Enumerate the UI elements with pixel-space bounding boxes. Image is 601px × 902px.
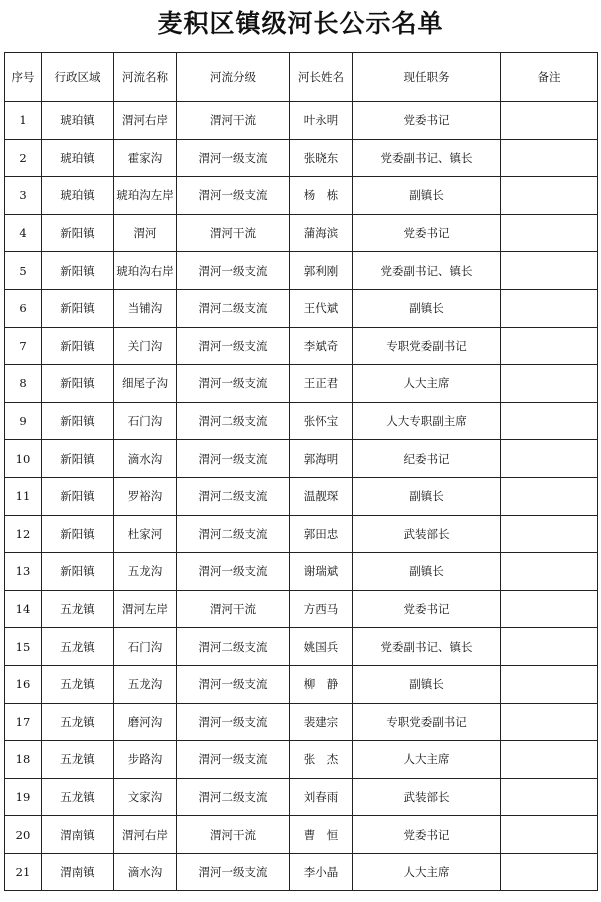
cell-serial-number: 12 xyxy=(5,515,42,553)
cell-admin-region: 新阳镇 xyxy=(42,553,114,591)
cell-admin-region: 琥珀镇 xyxy=(42,139,114,177)
cell-chief-name: 曹 恒 xyxy=(290,816,353,854)
cell-current-position: 党委副书记、镇长 xyxy=(353,628,501,666)
cell-river-name: 石门沟 xyxy=(114,402,177,440)
cell-remarks xyxy=(501,665,598,703)
cell-river-grade: 渭河一级支流 xyxy=(177,553,290,591)
table-row xyxy=(5,553,598,591)
table-row xyxy=(5,440,598,478)
cell-remarks xyxy=(501,102,598,140)
cell-river-name: 滴水沟 xyxy=(114,440,177,478)
header-remarks: 备注 xyxy=(501,53,598,102)
cell-serial-number: 11 xyxy=(5,477,42,515)
cell-river-name: 步路沟 xyxy=(114,741,177,779)
cell-chief-name: 李斌奇 xyxy=(290,327,353,365)
cell-current-position: 人大主席 xyxy=(353,853,501,891)
cell-chief-name: 谢瑞斌 xyxy=(290,553,353,591)
cell-remarks xyxy=(501,853,598,891)
table-row xyxy=(5,214,598,252)
cell-river-grade: 渭河一级支流 xyxy=(177,741,290,779)
table-row xyxy=(5,252,598,290)
table-row xyxy=(5,816,598,854)
header-admin-region: 行政区域 xyxy=(42,53,114,102)
cell-river-name: 琥珀沟右岸 xyxy=(114,252,177,290)
cell-chief-name: 张怀宝 xyxy=(290,402,353,440)
cell-serial-number: 21 xyxy=(5,853,42,891)
cell-river-name: 霍家沟 xyxy=(114,139,177,177)
cell-admin-region: 新阳镇 xyxy=(42,214,114,252)
cell-serial-number: 20 xyxy=(5,816,42,854)
cell-river-grade: 渭河二级支流 xyxy=(177,289,290,327)
table-header-row xyxy=(5,53,598,102)
cell-serial-number: 16 xyxy=(5,665,42,703)
page-title: 麦积区镇级河长公示名单 xyxy=(157,9,444,38)
cell-current-position: 副镇长 xyxy=(353,553,501,591)
cell-remarks xyxy=(501,214,598,252)
cell-river-grade: 渭河一级支流 xyxy=(177,853,290,891)
cell-river-name: 当铺沟 xyxy=(114,289,177,327)
cell-remarks xyxy=(501,590,598,628)
table-row xyxy=(5,741,598,779)
cell-river-name: 五龙沟 xyxy=(114,553,177,591)
cell-river-name: 渭河右岸 xyxy=(114,102,177,140)
cell-current-position: 人大专职副主席 xyxy=(353,402,501,440)
cell-chief-name: 郭海明 xyxy=(290,440,353,478)
cell-admin-region: 五龙镇 xyxy=(42,741,114,779)
river-chief-table xyxy=(4,52,598,891)
cell-remarks xyxy=(501,628,598,666)
cell-serial-number: 19 xyxy=(5,778,42,816)
cell-river-name: 杜家河 xyxy=(114,515,177,553)
cell-current-position: 副镇长 xyxy=(353,477,501,515)
cell-river-name: 细尾子沟 xyxy=(114,365,177,403)
cell-river-grade: 渭河二级支流 xyxy=(177,515,290,553)
cell-current-position: 党委书记 xyxy=(353,816,501,854)
table-row xyxy=(5,515,598,553)
cell-admin-region: 新阳镇 xyxy=(42,289,114,327)
cell-river-name: 磨河沟 xyxy=(114,703,177,741)
cell-river-grade: 渭河一级支流 xyxy=(177,327,290,365)
cell-chief-name: 叶永明 xyxy=(290,102,353,140)
cell-remarks xyxy=(501,741,598,779)
cell-current-position: 副镇长 xyxy=(353,177,501,215)
cell-current-position: 纪委书记 xyxy=(353,440,501,478)
table-row xyxy=(5,703,598,741)
cell-river-name: 渭河左岸 xyxy=(114,590,177,628)
header-serial-number: 序号 xyxy=(5,53,42,102)
cell-remarks xyxy=(501,515,598,553)
cell-current-position: 党委副书记、镇长 xyxy=(353,139,501,177)
cell-serial-number: 18 xyxy=(5,741,42,779)
cell-chief-name: 张 杰 xyxy=(290,741,353,779)
cell-river-name: 滴水沟 xyxy=(114,853,177,891)
cell-remarks xyxy=(501,327,598,365)
table-row xyxy=(5,139,598,177)
cell-current-position: 副镇长 xyxy=(353,665,501,703)
cell-remarks xyxy=(501,778,598,816)
cell-river-name: 石门沟 xyxy=(114,628,177,666)
cell-river-grade: 渭河二级支流 xyxy=(177,778,290,816)
cell-admin-region: 渭南镇 xyxy=(42,816,114,854)
cell-chief-name: 温靓琛 xyxy=(290,477,353,515)
cell-chief-name: 杨 栋 xyxy=(290,177,353,215)
header-current-position: 现任职务 xyxy=(353,53,501,102)
cell-serial-number: 14 xyxy=(5,590,42,628)
table-row xyxy=(5,665,598,703)
cell-admin-region: 新阳镇 xyxy=(42,515,114,553)
cell-serial-number: 6 xyxy=(5,289,42,327)
table-row xyxy=(5,327,598,365)
cell-remarks xyxy=(501,139,598,177)
cell-current-position: 人大主席 xyxy=(353,365,501,403)
table-row xyxy=(5,102,598,140)
cell-river-grade: 渭河二级支流 xyxy=(177,628,290,666)
table-row xyxy=(5,477,598,515)
table-row xyxy=(5,177,598,215)
cell-river-grade: 渭河一级支流 xyxy=(177,440,290,478)
table-row xyxy=(5,289,598,327)
cell-chief-name: 李小晶 xyxy=(290,853,353,891)
cell-serial-number: 3 xyxy=(5,177,42,215)
cell-remarks xyxy=(501,365,598,403)
cell-river-grade: 渭河一级支流 xyxy=(177,365,290,403)
cell-river-grade: 渭河一级支流 xyxy=(177,665,290,703)
cell-admin-region: 新阳镇 xyxy=(42,365,114,403)
cell-admin-region: 新阳镇 xyxy=(42,477,114,515)
cell-serial-number: 2 xyxy=(5,139,42,177)
cell-river-name: 渭河右岸 xyxy=(114,816,177,854)
header-river-name: 河流名称 xyxy=(114,53,177,102)
cell-current-position: 武装部长 xyxy=(353,515,501,553)
table-row xyxy=(5,853,598,891)
cell-serial-number: 7 xyxy=(5,327,42,365)
cell-remarks xyxy=(501,440,598,478)
cell-chief-name: 张晓东 xyxy=(290,139,353,177)
cell-admin-region: 五龙镇 xyxy=(42,590,114,628)
cell-river-name: 罗裕沟 xyxy=(114,477,177,515)
cell-current-position: 专职党委副书记 xyxy=(353,703,501,741)
cell-chief-name: 王代斌 xyxy=(290,289,353,327)
cell-remarks xyxy=(501,402,598,440)
cell-river-grade: 渭河一级支流 xyxy=(177,139,290,177)
cell-river-grade: 渭河一级支流 xyxy=(177,177,290,215)
cell-current-position: 党委书记 xyxy=(353,102,501,140)
cell-river-grade: 渭河一级支流 xyxy=(177,703,290,741)
cell-admin-region: 五龙镇 xyxy=(42,665,114,703)
cell-river-name: 关门沟 xyxy=(114,327,177,365)
cell-river-name: 琥珀沟左岸 xyxy=(114,177,177,215)
cell-river-grade: 渭河干流 xyxy=(177,214,290,252)
cell-serial-number: 5 xyxy=(5,252,42,290)
cell-river-name: 五龙沟 xyxy=(114,665,177,703)
header-river-grade: 河流分级 xyxy=(177,53,290,102)
cell-remarks xyxy=(501,703,598,741)
cell-current-position: 党委书记 xyxy=(353,590,501,628)
cell-chief-name: 郭利刚 xyxy=(290,252,353,290)
table-row xyxy=(5,778,598,816)
cell-river-grade: 渭河二级支流 xyxy=(177,402,290,440)
cell-river-grade: 渭河二级支流 xyxy=(177,477,290,515)
cell-serial-number: 15 xyxy=(5,628,42,666)
cell-river-grade: 渭河干流 xyxy=(177,816,290,854)
cell-remarks xyxy=(501,289,598,327)
cell-current-position: 人大主席 xyxy=(353,741,501,779)
cell-admin-region: 新阳镇 xyxy=(42,440,114,478)
table-row xyxy=(5,628,598,666)
cell-remarks xyxy=(501,553,598,591)
cell-serial-number: 9 xyxy=(5,402,42,440)
cell-remarks xyxy=(501,816,598,854)
cell-admin-region: 五龙镇 xyxy=(42,703,114,741)
cell-current-position: 武装部长 xyxy=(353,778,501,816)
cell-admin-region: 新阳镇 xyxy=(42,327,114,365)
cell-river-name: 文家沟 xyxy=(114,778,177,816)
cell-remarks xyxy=(501,177,598,215)
cell-chief-name: 裴建宗 xyxy=(290,703,353,741)
cell-river-name: 渭河 xyxy=(114,214,177,252)
cell-current-position: 专职党委副书记 xyxy=(353,327,501,365)
cell-admin-region: 渭南镇 xyxy=(42,853,114,891)
table-row xyxy=(5,590,598,628)
cell-serial-number: 13 xyxy=(5,553,42,591)
cell-chief-name: 郭田忠 xyxy=(290,515,353,553)
cell-serial-number: 1 xyxy=(5,102,42,140)
cell-remarks xyxy=(501,477,598,515)
cell-chief-name: 王正君 xyxy=(290,365,353,403)
cell-river-grade: 渭河干流 xyxy=(177,102,290,140)
table-body xyxy=(5,102,598,891)
cell-admin-region: 琥珀镇 xyxy=(42,102,114,140)
cell-admin-region: 琥珀镇 xyxy=(42,177,114,215)
cell-serial-number: 8 xyxy=(5,365,42,403)
cell-chief-name: 刘春雨 xyxy=(290,778,353,816)
cell-river-grade: 渭河一级支流 xyxy=(177,252,290,290)
cell-admin-region: 五龙镇 xyxy=(42,628,114,666)
cell-chief-name: 柳 静 xyxy=(290,665,353,703)
cell-serial-number: 17 xyxy=(5,703,42,741)
cell-chief-name: 方西马 xyxy=(290,590,353,628)
cell-current-position: 党委副书记、镇长 xyxy=(353,252,501,290)
cell-current-position: 副镇长 xyxy=(353,289,501,327)
table-row xyxy=(5,402,598,440)
cell-admin-region: 新阳镇 xyxy=(42,402,114,440)
table-row xyxy=(5,365,598,403)
cell-admin-region: 新阳镇 xyxy=(42,252,114,290)
cell-current-position: 党委书记 xyxy=(353,214,501,252)
header-chief-name: 河长姓名 xyxy=(290,53,353,102)
cell-serial-number: 4 xyxy=(5,214,42,252)
cell-chief-name: 蒲海滨 xyxy=(290,214,353,252)
cell-admin-region: 五龙镇 xyxy=(42,778,114,816)
cell-serial-number: 10 xyxy=(5,440,42,478)
cell-remarks xyxy=(501,252,598,290)
cell-chief-name: 姚国兵 xyxy=(290,628,353,666)
cell-river-grade: 渭河干流 xyxy=(177,590,290,628)
